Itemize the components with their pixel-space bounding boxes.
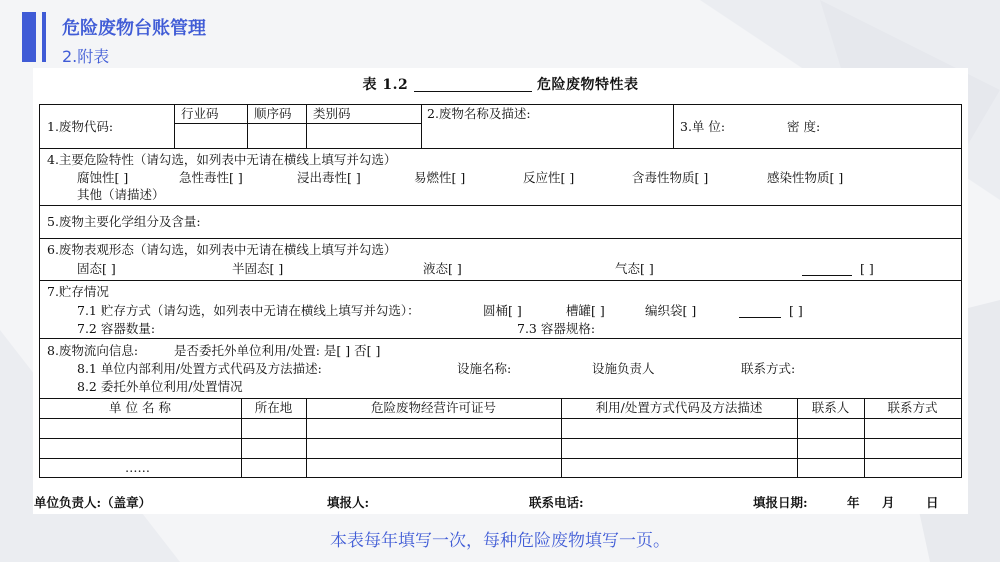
col-divider [306,104,307,148]
col-divider [673,104,674,148]
hazard-heading: 4.主要危险特性（请勾选，如列表中无请在横线上填写并勾选） [47,152,397,167]
storage-option-bag[interactable]: 编织袋[ ] [645,303,697,318]
col-divider [421,104,422,148]
header-accent-line [42,12,46,62]
storage-option-tank[interactable]: 槽罐[ ] [566,303,605,318]
row-divider [39,338,962,339]
form-option-gas[interactable]: 气态[ ] [615,261,654,276]
storage-other-blank [739,317,781,318]
container-spec-label: 7.3 容器规格: [517,321,596,336]
storage-heading: 7.贮存情况 [47,284,109,299]
facility-person-label: 设施负责人 [592,361,655,376]
table-title-blank [414,77,532,92]
hazard-option-corrosive[interactable]: 腐蚀性[ ] [77,170,129,185]
unit-head-label: 单位负责人:（盖章） [34,495,152,510]
col-license-number: 危险废物经营许可证号 [370,400,496,415]
form-sheet [33,68,968,514]
form-option-other[interactable]: [ ] [860,261,874,276]
table-border [961,104,962,477]
col-contact-info: 联系方式 [887,400,938,415]
row-divider [39,458,962,459]
unit-label: 3.单 位: [680,119,726,134]
density-label: 密 度: [787,119,821,134]
storage-method-label: 7.1 贮存方式（请勾选，如列表中无请在横线上填写并勾选）： [77,303,420,318]
flow-heading: 8.废物流向信息: [47,343,139,358]
row-divider [39,418,962,419]
row-divider [174,123,421,124]
date-day: 日 [926,495,939,510]
col-divider [174,104,175,148]
hazard-option-flammable[interactable]: 易燃性[ ] [414,170,466,185]
waste-name-label: 2.废物名称及描述: [427,106,531,121]
row-divider [39,205,962,206]
table-title-text: 危险废物特性表 [536,77,639,93]
external-disposal-label: 8.2 委托外单位利用/处置情况 [77,379,243,394]
composition-label: 5.废物主要化学组分及含量: [47,214,201,229]
waste-code-label: 1.废物代码: [47,119,114,134]
row-divider [39,438,962,439]
col-contact-person: 联系人 [811,400,850,415]
ellipsis: …… [125,460,150,475]
col-disposal-method: 利用/处置方式代码及方法描述 [595,400,763,415]
table-border [39,104,40,477]
form-option-semisolid[interactable]: 半固态[ ] [232,261,284,276]
form-other-blank [802,275,852,276]
internal-disposal-label: 8.1 单位内部利用/处置方式代码及方法描述: [77,361,322,376]
form-heading: 6.废物表观形态（请勾选，如列表中无请在横线上填写并勾选） [47,242,397,257]
table-border [39,477,962,478]
industry-code-header: 行业码 [181,106,219,121]
row-divider [39,398,962,399]
hazard-option-reactive[interactable]: 反应性[ ] [523,170,575,185]
row-divider [39,280,962,281]
phone-label: 联系电话: [529,495,584,510]
row-divider [39,148,962,149]
header-accent-bar [22,12,36,62]
facility-name-label: 设施名称: [457,361,512,376]
storage-option-drum[interactable]: 圆桶[ ] [483,303,522,318]
hazard-option-other: 其他（请描述） [77,187,165,202]
category-code-header: 类别码 [313,106,351,121]
date-month: 月 [882,495,895,510]
date-year: 年 [847,495,860,510]
col-divider [247,104,248,148]
footnote: 本表每年填写一次，每种危险废物填写一页。 [330,531,670,551]
hazard-option-acute-toxicity[interactable]: 急性毒性[ ] [179,170,243,185]
table-title [33,74,968,94]
hazard-option-infectious[interactable]: 感染性物质[ ] [767,170,844,185]
hazard-option-toxic-substance[interactable]: 含毒性物质[ ] [632,170,709,185]
entrust-question[interactable]: 是否委托外单位利用/处置: 是[ ] 否[ ] [174,343,381,358]
sequence-code-header: 顺序码 [254,106,292,121]
hazard-option-leaching-toxicity[interactable]: 浸出毒性[ ] [297,170,361,185]
filler-label: 填报人: [327,495,370,510]
table-border [39,104,962,105]
container-qty-label: 7.2 容器数量: [77,321,156,336]
col-unit-name: 单 位 名 称 [109,400,171,415]
contact-label: 联系方式: [741,361,796,376]
page-subtitle: 2.附表 [62,47,110,66]
page-title: 危险废物台账管理 [62,18,206,39]
characteristics-table [39,104,962,525]
table-title-number: 表 1.2 [362,77,409,93]
form-option-liquid[interactable]: 液态[ ] [423,261,462,276]
col-location: 所在地 [254,400,293,415]
form-option-solid[interactable]: 固态[ ] [77,261,116,276]
date-label: 填报日期: [753,495,808,510]
storage-option-other[interactable]: [ ] [789,303,803,318]
row-divider [39,238,962,239]
